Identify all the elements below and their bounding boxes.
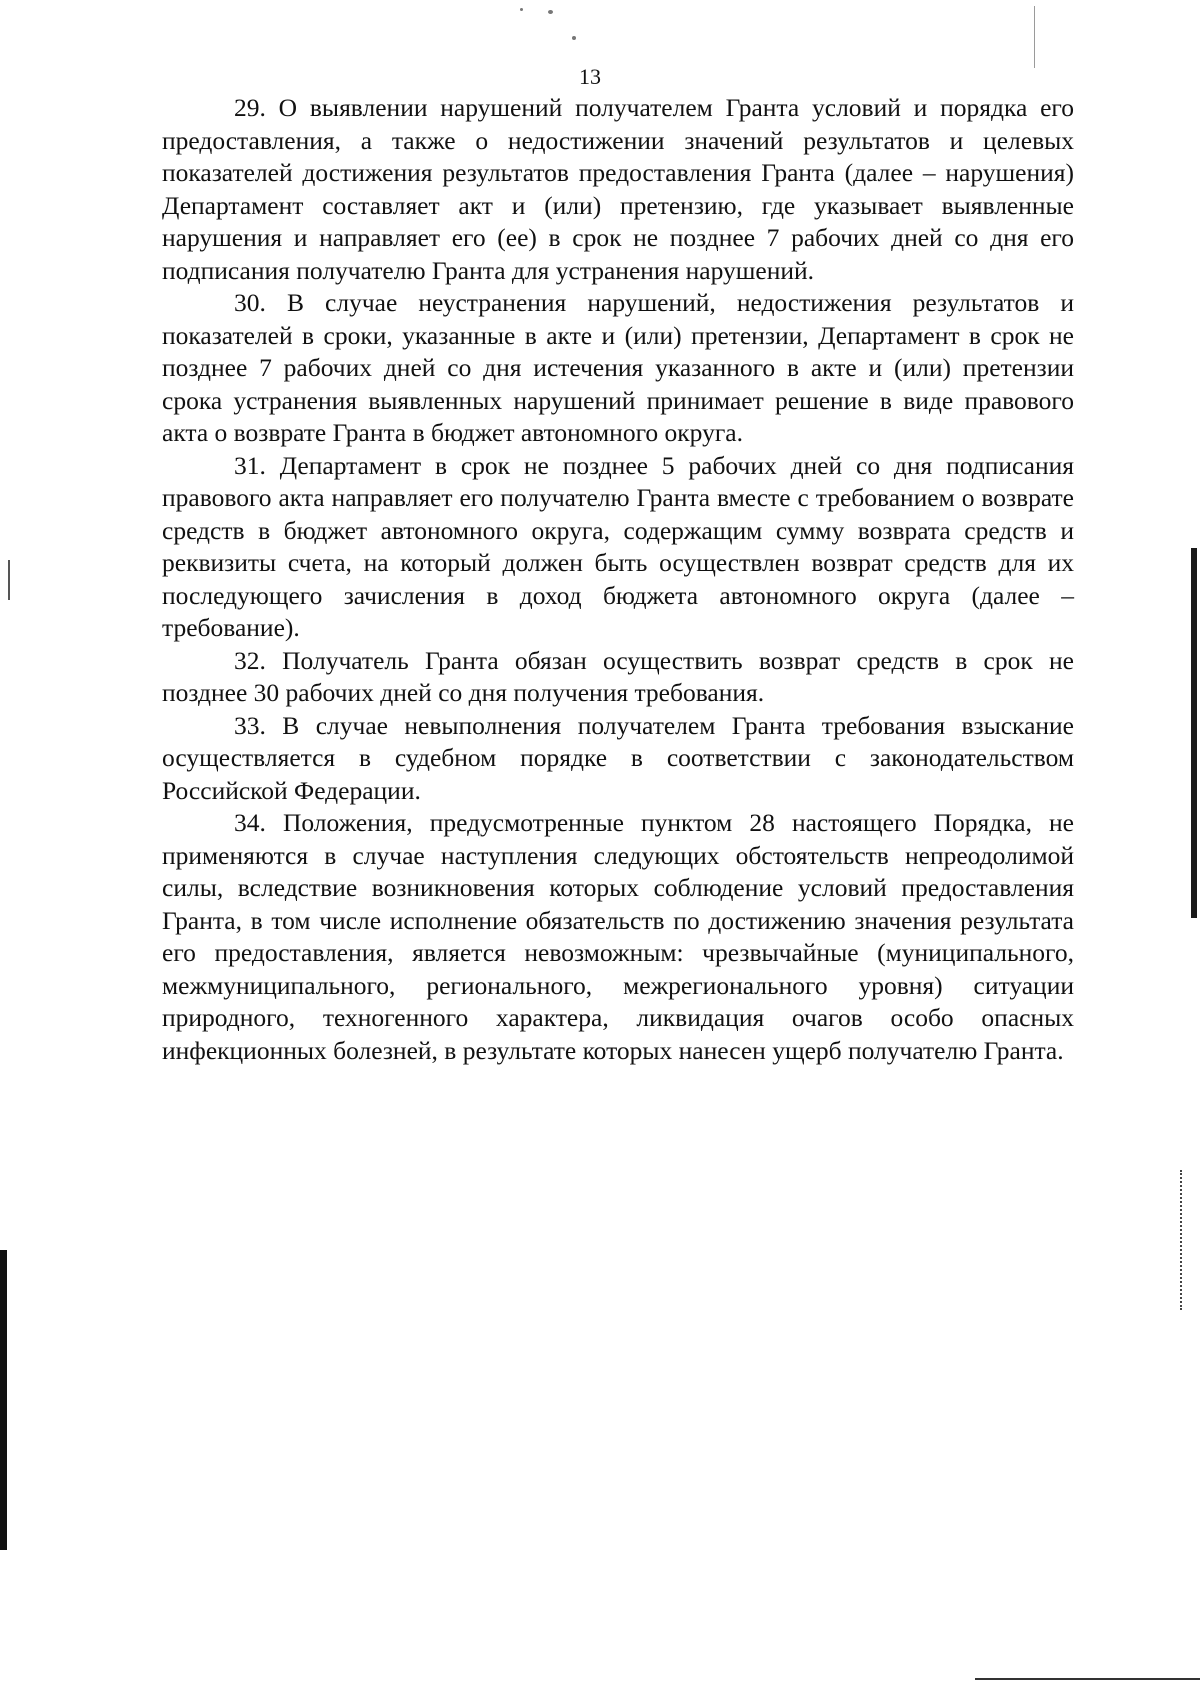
paragraph-29: 29. О выявлении нарушений получателем Гранта условий и порядка его предоставления, а также о недостижении значений результатов и целевых показателей достижения результатов предоставления Гранта (далее – нарушения) Департамент составляет акт и (или) претензию, где указывает выявленные нарушения и направляет его (ее) в срок не позднее 7 рабочих дней со дня его подписания получателю Гранта для устранения нарушений. [162,93,1074,285]
scan-edge-tick [8,560,10,600]
scan-edge-line [1034,6,1035,68]
paragraph-32: 32. Получатель Гранта обязан осуществить возврат средств в срок не позднее 30 рабочих дней со дня получения требования. [162,645,1074,707]
scan-edge-bar [0,1250,7,1550]
scan-speck [572,36,576,40]
document-body [162,92,1074,1067]
paragraph-33: 33. В случае невыполнения получателем Гранта требования взыскание осуществляется в судебном порядке в соответствии с законодательством Российской Федерации. [162,710,1074,805]
paragraph-30: 30. В случае неустранения нарушений, недостижения результатов и показателей в сроки, указанные в акте и (или) претензии, Департамент в срок не позднее 7 рабочих дней со дня истечения указанного в акте и (или) претензии срока устранения выявленных нарушений принимает решение в виде правового акта о возврате Гранта в бюджет автономного округа. [162,288,1074,447]
scan-edge-dots [1180,1170,1186,1310]
paragraph-31: 31. Департамент в срок не позднее 5 рабочих дней со дня подписания правового акта направляет его получателю Гранта вместе с требованием о возврате средств в бюджет автономного округа, содержащим сумму возврата средств и реквизиты счета, на который должен быть осуществлен возврат средств для их последующего зачисления в доход бюджета автономного округа (далее – требование). [162,450,1074,642]
paragraph-34: 34. Положения, предусмотренные пунктом 28 настоящего Порядка, не применяются в случае наступления следующих обстоятельств непреодолимой силы, вследствие возникновения которых соблюдение условий предоставления Гранта, в том числе исполнение обязательств по достижению значения результата его предоставления, является невозможным: чрезвычайные (муниципального, межмуниципального, регионального, межрегионального уровня) ситуации природного, техногенного характера, ликвидация очагов особо опасных инфекционных болезней, в результате которых нанесен ущерб получателю Гранта. [162,808,1074,1065]
scan-speck [548,10,553,14]
scan-speck [520,8,523,11]
scan-bottom-line [975,1678,1200,1680]
scan-edge-bar [1191,548,1197,918]
page-number: 13 [579,64,601,89]
